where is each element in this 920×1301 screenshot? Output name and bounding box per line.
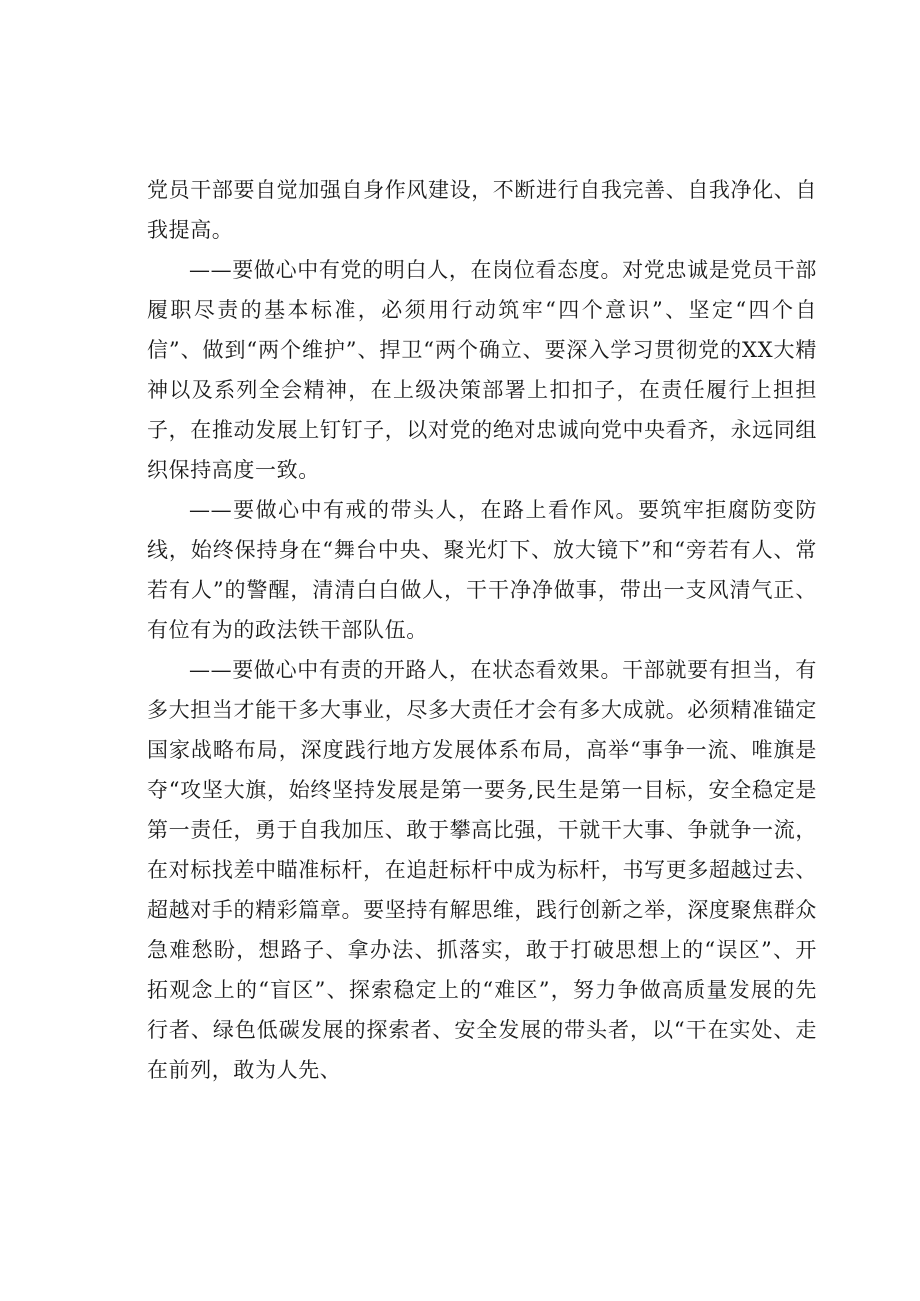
document-body — [147, 170, 817, 1090]
paragraph-4: ——要做心中有责的开路人，在状态看效果。干部就要有担当，有多大担当才能干多大事业，尽多大责任才会有多大成就。必须精准锚定国家战略布局，深度践行地方发展体系布局，高举“事争一流、唯旗是夺“攻坚大旗，始终坚持发展是第一要务,民生是第一目标，安全稳定是第一责任，勇于自我加压、敢于攀高比强，干就干大事、争就争一流，在对标找差中瞄准标杆，在追赶标杆中成为标杆，书写更多超越过去、超越对手的精彩篇章。要坚持有解思维，践行创新之举，深度聚焦群众急难愁盼，想路子、拿办法、抓落实，敢于打破思想上的“误区”、开拓观念上的“盲区”、探索稳定上的“难区”，努力争做高质量发展的先行者、绿色低碳发展的探索者、安全发展的带头者，以“干在实处、走在前列，敢为人先、 — [147, 658, 817, 1082]
paragraph-2: ——要做心中有党的明白人，在岗位看态度。对党忠诚是党员干部履职尽责的基本标准，必须用行动筑牢“四个意识”、坚定“四个自信”、做到“两个维护”、捍卫“两个确立、要深入学习贯彻党的XX大精神以及系列全会精神，在上级决策部署上扣扣子，在责任履行上担担子，在推动发展上钉钉子，以对党的绝对忠诚向党中央看齐，永远同组织保持高度一致。 — [147, 258, 817, 482]
paragraph-3: ——要做心中有戒的带头人，在路上看作风。要筑牢拒腐防变防线，始终保持身在“舞台中央、聚光灯下、放大镜下”和“旁若有人、常若有人”的警醒，清清白白做人，干干净净做事，带出一支风清气正、有位有为的政法铁干部队伍。 — [147, 498, 817, 642]
paragraph-1: 党员干部要自觉加强自身作风建设，不断进行自我完善、自我净化、自我提高。 — [147, 178, 817, 242]
